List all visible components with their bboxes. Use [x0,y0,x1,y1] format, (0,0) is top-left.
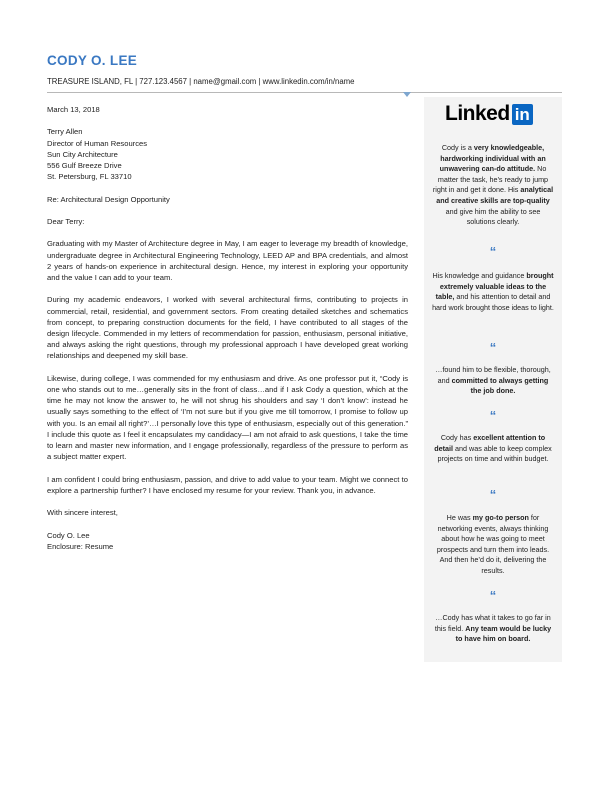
quote-text: His knowledge and guidance [432,271,527,280]
quote-highlight: very knowledgeable, hardworking individual with an unwavering can-do attitude. [439,143,546,174]
contact-line: TREASURE ISLAND, FL | 727.123.4567 | name@gmail.com | www.linkedin.com/in/name [47,77,355,86]
quote-mark-icon: “ [489,487,497,502]
quote-text: Cody has [440,433,474,442]
letter-paragraph: I am confident I could bring enthusiasm, passion, and drive to add value to your team. Might we connect to explore a partnership further? I have enclosed my resume for your review. Thank you, in advance. [47,474,408,495]
recipient-address [47,126,408,182]
letter-closing: With sincere interest, [47,508,118,518]
quote-text: He was [446,513,473,522]
testimonial-quote [432,365,554,397]
linkedin-logo [445,103,533,125]
letter-paragraph: Likewise, during college, I was commended for my enthusiasm and drive. As one professor put it, “Cody is one who stands out to me…generally sits in the front of class…and if I ask Cody a question, which at the time he may not know the answer to, he will not shrug his shoulders and say ‘I don’t know’: instead he usually says something to the effect of ‘I’m not sure but if you give me till tomorrow, I promise to follow up with you. Is an email all right?’…I personally love this type of enthusiasm, especially out of this generation.” I include this quote as I feel it encapsulates my candidacy—I am not afraid to ask questions, I take the time to learn and master new information, and I engage professionally, regardless of the pressure to perform as a subject matter expert. [47,373,408,462]
quote-text: and his attention to detail and hard work brought those ideas to light. [432,292,554,312]
testimonial-quote [432,143,554,228]
quote-highlight: committed to always getting the job done. [451,375,549,396]
quote-highlight: Any team would be lucky to have him on board. [455,623,552,644]
testimonial-quote [432,271,554,313]
quote-highlight: brought extremely valuable ideas to the table, [435,271,554,302]
quote-text: for networking events, always thinking about how he was going to meet prospects and turn them into leads. And then he’d do it, delivering the results. [436,513,550,575]
quote-text: and give him the ability to see solutions clearly. [445,206,541,227]
quote-mark-icon: “ [489,408,497,423]
quote-mark-icon: “ [489,588,497,603]
applicant-name: CODY O. LEE [47,53,138,68]
quote-text: and was able to keep complex projects on time and within budget. [437,443,552,464]
letter-subject: Re: Architectural Design Opportunity [47,194,170,204]
quote-mark-icon: “ [489,244,497,259]
quote-highlight: excellent attention to detail [434,433,546,453]
recipient-line: St. Petersburg, FL 33710 [47,172,132,182]
recipient-line: 556 Gulf Breeze Drive [47,161,122,170]
testimonial-quote [432,613,554,645]
quote-text: Cody is a [441,143,474,152]
linkedin-logo-text: Linked [445,102,510,125]
testimonial-quote [432,513,554,577]
quote-text: …Cody has what it takes to go far in this field. [434,613,551,633]
enclosure-note: Enclosure: Resume [47,541,114,551]
testimonial-sidebar [424,97,562,662]
signature-name: Cody O. Lee [47,530,90,540]
quote-highlight: my go-to person [472,513,529,522]
testimonial-quote [432,433,554,465]
letter-body [47,104,408,552]
letter-date: March 13, 2018 [47,105,100,114]
recipient-line: Sun City Architecture [47,149,118,159]
quote-text: No matter the task, he’s ready to jump right in and get it done. His [432,164,549,195]
recipient-line: Terry Allen [47,127,83,137]
linkedin-logo-box: in [512,104,533,125]
header-divider [47,92,562,93]
letter-paragraph: Graduating with my Master of Architecture degree in May, I am eager to leverage my breadth of knowledge, undergraduate degree in Architectural Engineering Technology, LEED AP and BPA credentials, and almost 2 years of hands-on experience in architectural design. Hence, my interest in exploring your opportunity and the value I can add to your team. [47,239,408,282]
letter-salutation: Dear Terry: [47,216,85,226]
quote-highlight: analytical and creative skills are top-quality [436,185,554,205]
quote-mark-icon: “ [489,340,497,355]
divider-notch [403,92,411,97]
quote-text: …found him to be flexible, thorough, and [435,365,551,385]
recipient-line: Director of Human Resources [47,138,148,148]
letter-paragraph: During my academic endeavors, I worked with several architectural firms, contributing to projects in commercial, retail, residential, and government sectors. From creating detailed sketches and schematics from concept, to preparing construction documents for the field, I have contributed to all stages of the design lifecycle. Commended in my letters of recommendation for passion, enthusiasm, personal initiative, and always asking the right questions, through my professional approach I have developed great working relationships and deepened my skill base. [47,295,408,361]
